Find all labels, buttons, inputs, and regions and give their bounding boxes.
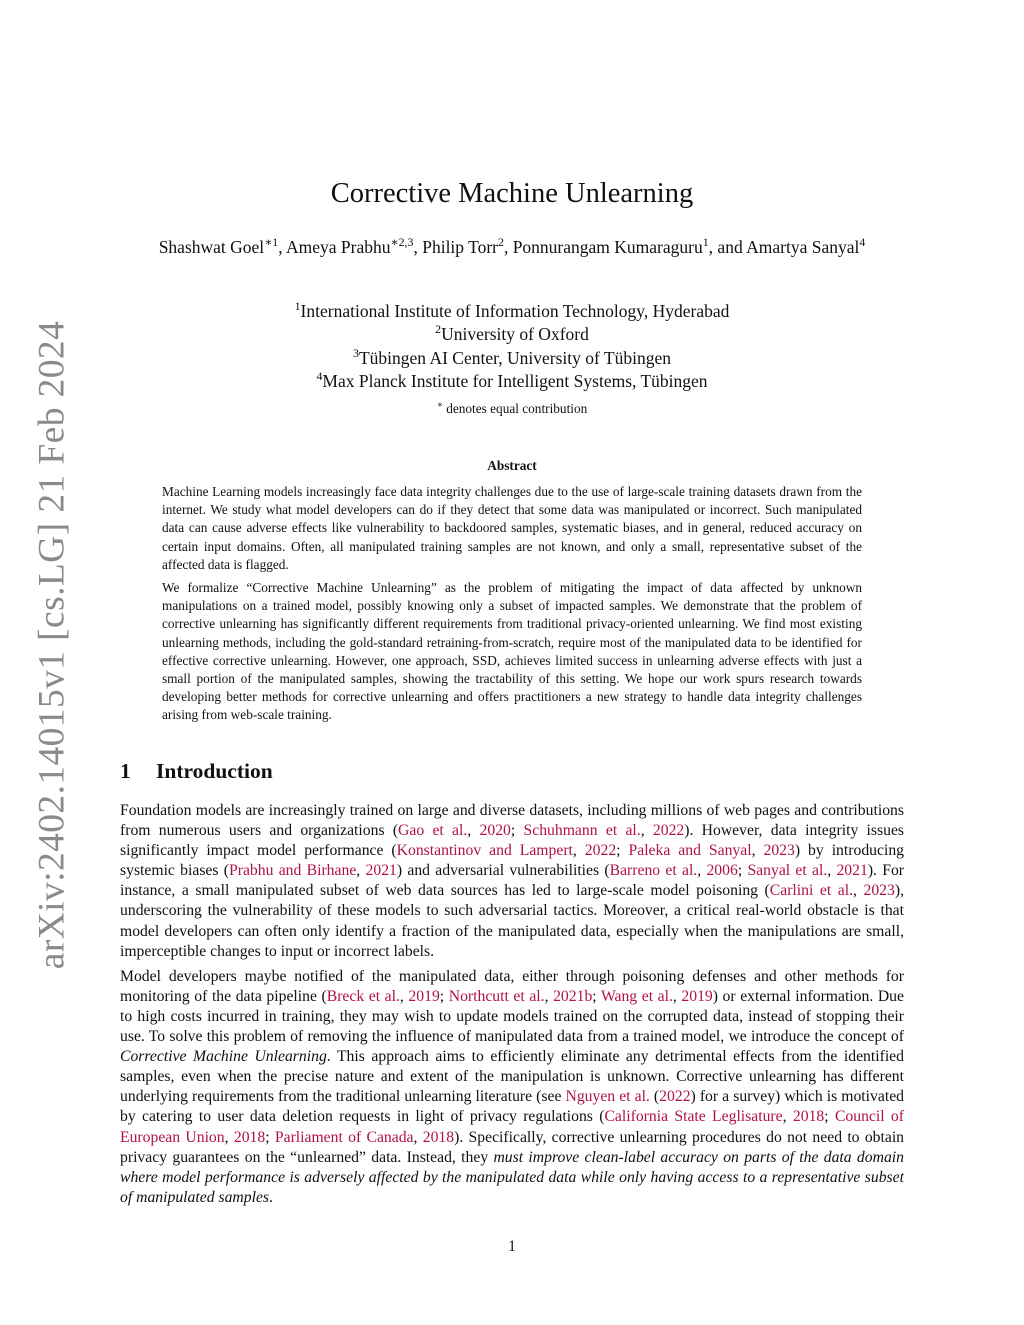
citation-link[interactable]: 2018: [792, 1108, 825, 1126]
citation-link[interactable]: 2023: [763, 842, 795, 860]
equal-contribution-text: denotes equal contribution: [442, 401, 588, 416]
author-superscript: 4: [859, 235, 866, 250]
author-name: Shashwat Goel: [158, 237, 265, 257]
citation-link[interactable]: 2019: [681, 987, 713, 1005]
citation-link[interactable]: Wang et al.: [600, 987, 673, 1005]
affiliation-line: [0, 300, 1024, 323]
abstract-paragraph: Machine Learning models increasingly face data integrity challenges due to the use of large-scale training datasets drawn from the internet. We study what model developers can do if they detect that some data was manipulated or incorrect. Such manipulated data can cause adverse effects like vulnerability to backdoored samples, systematic biases, and in general, reduced accuracy on certain input domains. Often, all manipulated training samples are not known, and only a small, representative subset of the affected data is flagged.: [162, 484, 862, 572]
citation-link[interactable]: Nguyen et al.: [565, 1088, 650, 1106]
affiliation-name: International Institute of Information Technology, Hyderabad: [300, 301, 730, 321]
page-number: 1: [508, 1238, 516, 1255]
author-name: Ponnurangam Kumaraguru: [512, 237, 703, 257]
citation-link[interactable]: 2022: [584, 842, 617, 860]
citation-link[interactable]: Council of European Union: [120, 1108, 904, 1146]
citation-link[interactable]: 2018: [233, 1128, 266, 1146]
section-body: [120, 801, 904, 1213]
citation-link[interactable]: 2018: [422, 1128, 455, 1146]
citation-link[interactable]: Parliament of Canada: [274, 1128, 414, 1146]
affiliation-superscript: 3: [353, 345, 359, 360]
affiliation-name: University of Oxford: [441, 324, 589, 345]
citation-link[interactable]: Konstantinov and Lampert: [396, 842, 573, 860]
citation-link[interactable]: California State Leglisature: [604, 1108, 783, 1126]
author-superscript: ∗2,3: [390, 235, 414, 250]
author-name: Amartya Sanyal: [746, 237, 860, 257]
citation-link[interactable]: Paleka and Sanyal: [628, 842, 752, 860]
citation-link[interactable]: Barreno et al.: [609, 862, 698, 880]
author-name: Philip Torr: [422, 237, 498, 257]
equal-contribution-mark: ∗: [436, 399, 443, 410]
paper-title: Corrective Machine Unlearning: [330, 178, 694, 209]
arxiv-id-label: arXiv:2402.14015v1 [cs.LG] 21 Feb 2024: [31, 320, 73, 970]
citation-link[interactable]: Breck et al.: [326, 987, 400, 1005]
affiliation-line: [0, 323, 1024, 346]
author-name: Ameya Prabhu: [286, 237, 391, 257]
citation-link[interactable]: Carlini et al.: [769, 882, 853, 900]
citation-link[interactable]: 2021: [836, 862, 868, 880]
affiliation-superscript: 4: [316, 369, 323, 384]
emphasis-statement: must improve clean-label accuracy on parts of the data domain where model performance is adversely affected by the manipulated data while only having access to a representative subset of manipulated samples: [120, 1148, 904, 1206]
section-title: Introduction: [156, 759, 273, 783]
citation-link[interactable]: 2020: [479, 822, 511, 840]
affiliation-superscript: 1: [294, 299, 301, 314]
author-superscript: 1: [702, 235, 709, 250]
affiliation-name: Max Planck Institute for Intelligent Systems, Tübingen: [322, 370, 708, 391]
citation-link[interactable]: 2021b: [553, 987, 593, 1005]
affiliation-superscript: 2: [435, 322, 442, 337]
citation-link[interactable]: 2023: [863, 882, 895, 900]
equal-contribution-note: [0, 401, 1024, 417]
author-list: Shashwat Goel$^{∗1}$, Ameya Prabhu$^{∗2,3}$, Philip Torr$^2$, Ponnurangam Kumaraguru$^1$, and Amartya Sanyal$^4$: [158, 235, 866, 257]
body-paragraph: Foundation models are increasingly trained on large and diverse datasets, including millions of web pages and contributions from numerous users and organizations (Gao et al., 2020; Schuhmann et al., 2022). However, data integrity issues significantly impact model performance (Konstantinov and Lampert, 2022; Paleka and Sanyal, 2023) by introducing systemic biases (Prabhu and Birhane, 2021) and adversarial vulnerabilities (Barreno et al., 2006; Sanyal et al., 2021). For instance, a small manipulated subset of web data sources has led to large-scale model poisoning (Carlini et al., 2023), underscoring the vulnerability of these models to such adversarial tactics. Moreover, a critical real-world obstacle is that model developers can often only identify a fraction of the manipulated data, especially when the manipulations are small, imperceptible changes to input or incorrect labels.: [120, 802, 905, 960]
citation-link[interactable]: Gao et al.: [398, 822, 468, 840]
citation-link[interactable]: Northcutt et al.: [448, 987, 545, 1005]
affiliation-name: Tübingen AI Center, University of Tübingen: [358, 347, 671, 368]
section-heading: [120, 759, 273, 784]
citation-link[interactable]: Prabhu and Birhane: [229, 862, 357, 880]
abstract-paragraph: We formalize “Corrective Machine Unlearning” as the problem of mitigating the impact of data affected by unknown manipulations on a trained model, possibly knowing only a subset of impacted samples. We demonstrate that the problem of corrective unlearning has significantly different requirements from traditional privacy-oriented unlearning. We find most existing unlearning methods, including the gold-standard retraining-from-scratch, require most of the manipulated data to be identified for effective corrective unlearning. However, one approach, SSD, achieves limited success in unlearning adverse effects with just a small portion of the manipulated samples, showing the tractability of this setting. We hope our work spurs research towards developing better methods for corrective unlearning and offers practitioners a new strategy to handle data integrity challenges arising from web-scale training.: [162, 580, 862, 723]
citation-link[interactable]: 2022: [652, 822, 685, 840]
abstract-heading: Abstract: [487, 458, 537, 473]
citation-link[interactable]: 2022: [659, 1088, 691, 1106]
affiliation-line: [0, 370, 1024, 393]
author-superscript: 2: [497, 235, 504, 250]
body-paragraph: Model developers maybe notified of the manipulated data, either through poisoning defenses and other methods for monitoring of the data pipeline (Breck et al., 2019; Northcutt et al., 2021b; Wang et al., 2019) or external information. Due to high costs incurred in training, they may wish to update models trained on the corrupted data, instead of stopping their use. To solve this problem of removing the influence of manipulated data from a trained model, we introduce the concept of Corrective Machine Unlearning. This approach aims to efficiently eliminate any detrimental effects from the identified samples, even when the precise nature and extent of the manipulation is unknown. Corrective unlearning has different underlying requirements from the traditional unlearning literature (see Nguyen et al. (2022) for a survey) which is motivated by catering to user data deletion requests in light of privacy regulations (California State Leglisature, 2018; Council of European Union, 2018; Parliament of Canada, 2018). Specifically, corrective unlearning procedures do not need to obtain privacy guarantees on the “unlearned” data. Instead, they must improve clean-label accuracy on parts of the data domain where model performance is adversely affected by the manipulated data while only having access to a representative subset of manipulated samples.: [120, 967, 905, 1206]
affiliation-list: [0, 300, 1024, 393]
affiliation-line: [0, 347, 1024, 370]
author-superscript: ∗1: [264, 235, 279, 250]
citation-link[interactable]: Sanyal et al.: [747, 862, 828, 880]
section-number: 1: [120, 759, 131, 783]
citation-link[interactable]: 2021: [365, 862, 397, 880]
citation-link[interactable]: Schuhmann et al.: [523, 822, 641, 840]
citation-link[interactable]: 2006: [706, 862, 738, 880]
emphasis-term: Corrective Machine Unlearning: [120, 1048, 327, 1066]
citation-link[interactable]: 2019: [408, 987, 440, 1005]
abstract-body: [162, 483, 862, 730]
